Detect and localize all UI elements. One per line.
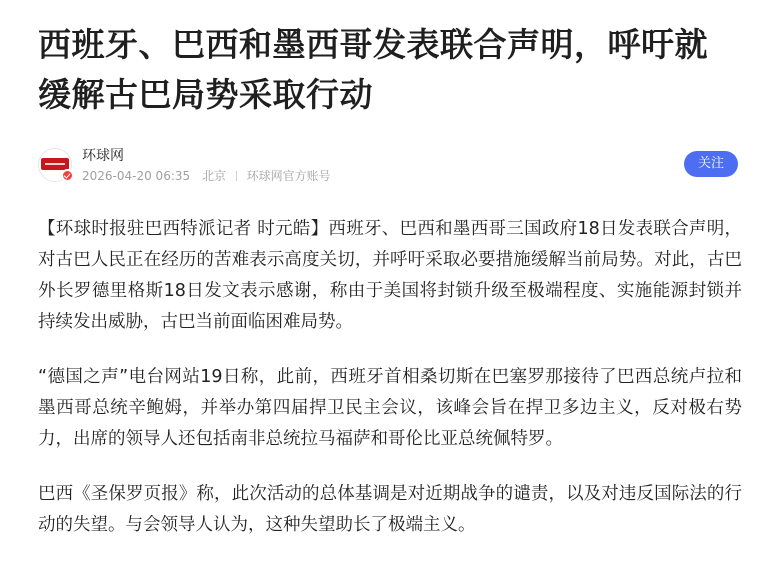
author-bar	[38, 146, 738, 186]
paragraph: 巴西《圣保罗页报》称，此次活动的总体基调是对近期战争的谴责，以及对违反国际法的行动的失望。与会领导人认为，这种失望助长了极端主义。	[38, 484, 742, 535]
paragraph: “德国之声”电台网站19日称，此前，西班牙首相桑切斯在巴塞罗那接待了巴西总统卢拉和墨西哥总统辛鲍姆，并举办第四届捍卫民主会议，该峰会旨在捍卫多边主义，反对极右势力，出席的领导人还包括南非总统拉马福萨和哥伦比亚总统佩特罗。	[38, 367, 742, 449]
verified-badge-icon	[61, 169, 74, 182]
meta-divider	[236, 171, 237, 181]
article-title: 西班牙、巴西和墨西哥发表联合声明，呼吁就缓解古巴局势采取行动	[38, 25, 708, 114]
publish-location: 北京	[201, 169, 226, 183]
article-meta	[82, 168, 331, 184]
follow-button[interactable]: 关注	[684, 151, 738, 177]
account-type: 环球网官方账号	[246, 169, 331, 183]
author-name[interactable]: 环球网	[82, 148, 124, 164]
publish-date: 2026-04-20 06:35	[82, 169, 191, 183]
paragraph: 【环球时报驻巴西特派记者 时元皓】西班牙、巴西和墨西哥三国政府18日发表联合声明，对古巴人民正在经历的苦难表示高度关切，并呼吁采取必要措施缓解当前局势。对此，古巴外长罗德里格斯18日发文表示感谢，称由于美国将封锁升级至极端程度、实施能源封锁并持续发出威胁，古巴当前面临困难局势。	[38, 219, 742, 332]
article-body	[38, 214, 742, 565]
huanqiu-logo-icon	[41, 158, 69, 170]
